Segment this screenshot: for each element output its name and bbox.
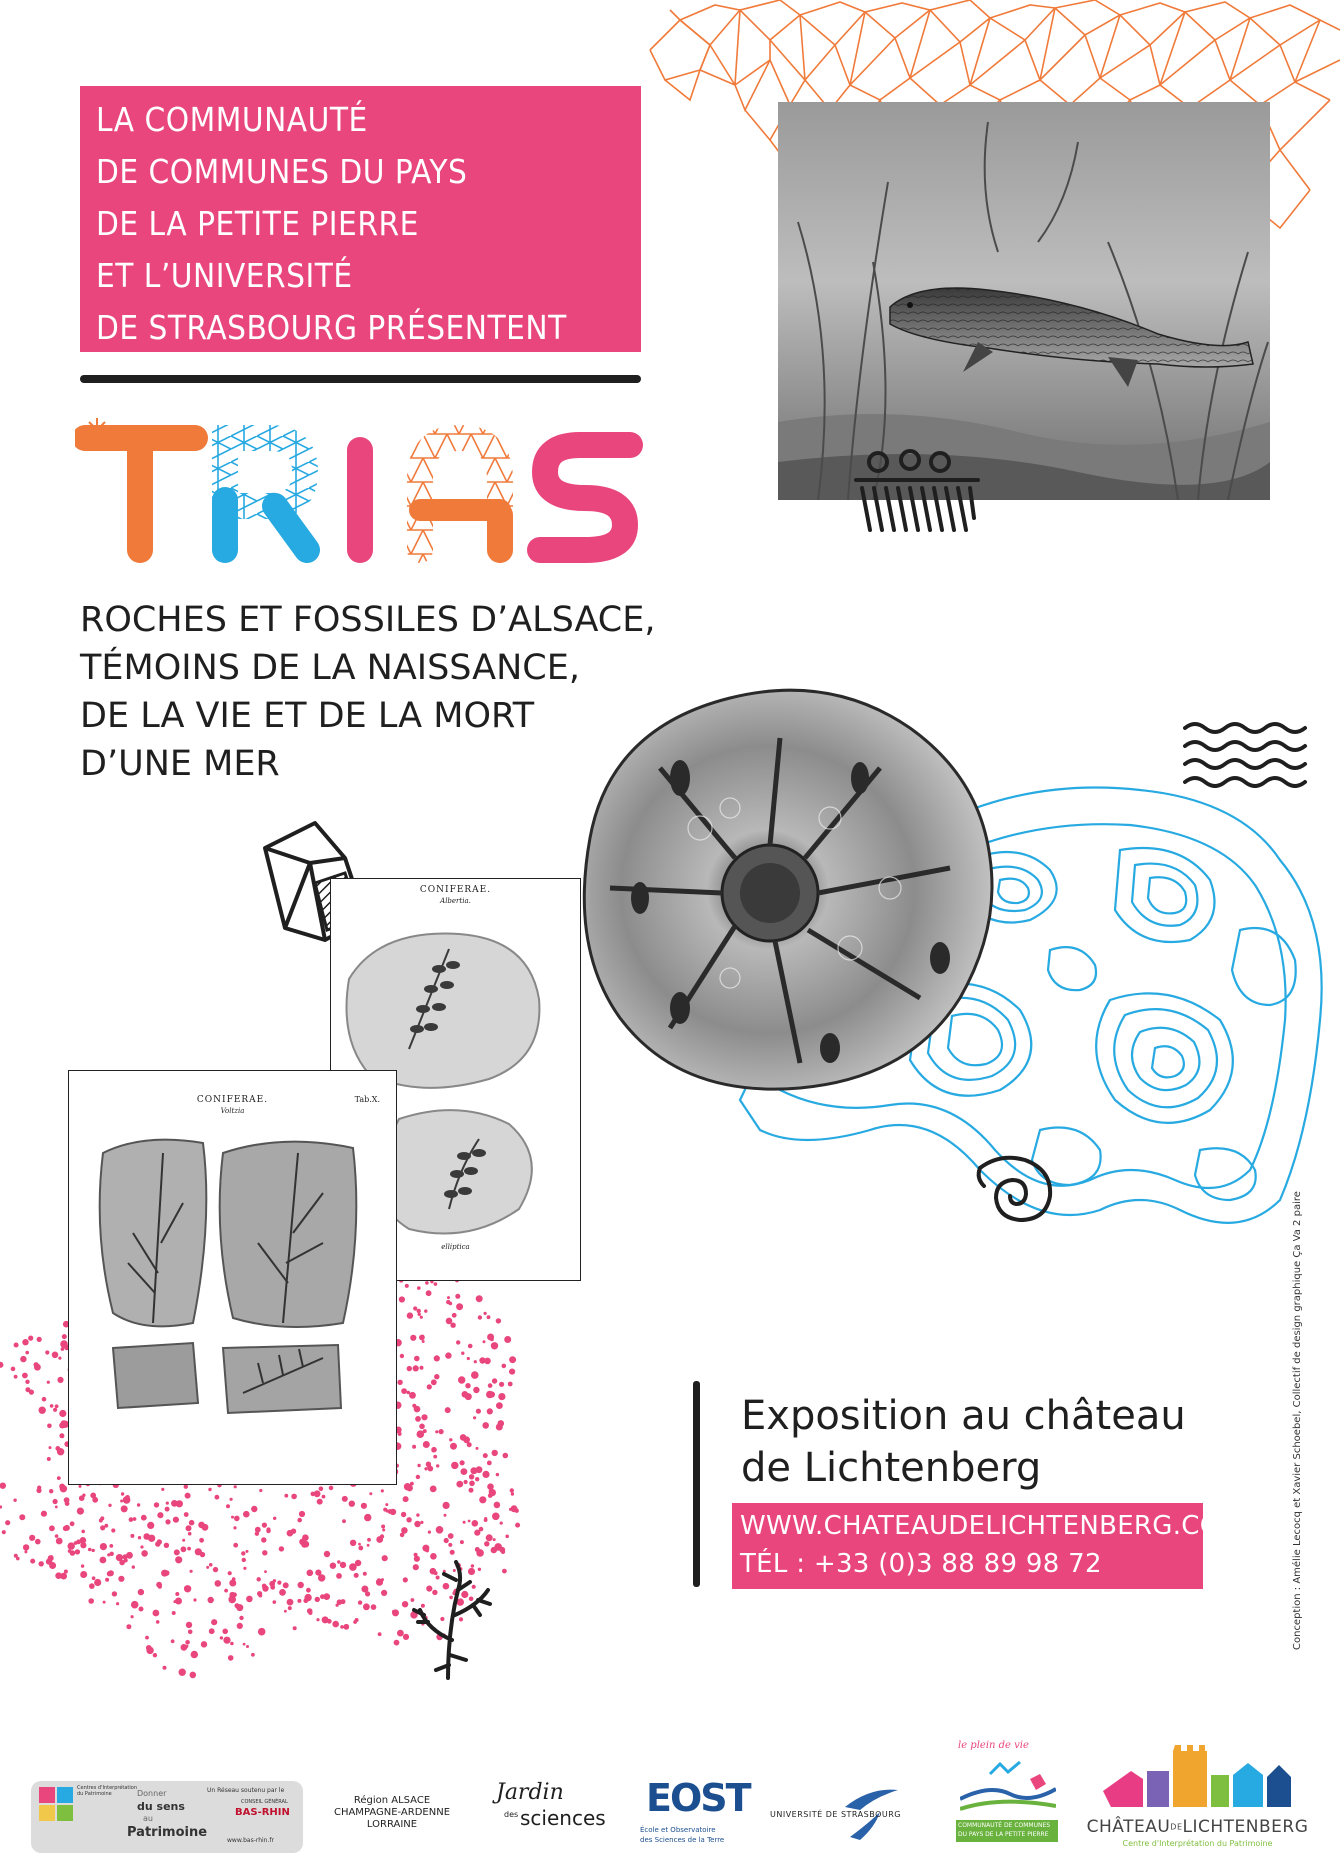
ciap-small-text: Centres d'Interprétation du Patrimoine bbox=[77, 1785, 137, 1797]
chateau-de: DE bbox=[1170, 1822, 1183, 1832]
ciap-du-sens: du sens bbox=[137, 1800, 185, 1813]
intro-line: DE LA PETITE PIERRE bbox=[96, 204, 419, 243]
ciap-logo[interactable] bbox=[31, 1781, 303, 1853]
communaute-communes-logo[interactable] bbox=[952, 1740, 1062, 1858]
cc-line: DU PAYS DE LA PETITE PIERRE bbox=[958, 1831, 1049, 1838]
bird-landscape-icon bbox=[960, 1754, 1056, 1814]
subtitle-line: D’UNE MER bbox=[80, 744, 280, 784]
expo-title bbox=[741, 1390, 1211, 1494]
intro-line: LA COMMUNAUTÉ bbox=[96, 100, 368, 139]
ciap-au: au bbox=[143, 1814, 153, 1823]
region-line: Région ALSACE bbox=[353, 1795, 431, 1806]
plate-title: CONIFERAE. bbox=[419, 885, 492, 895]
jardin-des-sciences-logo[interactable] bbox=[492, 1780, 612, 1840]
subtitle-line: ROCHES ET FOSSILES D’ALSACE, bbox=[80, 600, 656, 640]
comb-plant-icon bbox=[848, 448, 988, 538]
plate-caption: elliptica bbox=[441, 1243, 470, 1251]
expo-title-line: de Lichtenberg bbox=[741, 1445, 1042, 1491]
chateau-name-part: LICHTENBERG bbox=[1182, 1817, 1309, 1837]
expo-accent-bar bbox=[693, 1381, 700, 1587]
ciap-conseil: CONSEIL GÉNÉRAL bbox=[241, 1799, 288, 1805]
ciap-url: www.bas-rhin.fr bbox=[227, 1837, 274, 1844]
eost-logo[interactable] bbox=[640, 1776, 750, 1856]
expo-title-line: Exposition au château bbox=[741, 1393, 1186, 1439]
subtitle-line: DE LA VIE ET DE LA MORT bbox=[80, 696, 535, 736]
jardin-text: Jardin bbox=[496, 1780, 564, 1805]
fish-engraving-image bbox=[778, 102, 1270, 500]
eost-line: École et Observatoire bbox=[640, 1826, 716, 1834]
contact-box bbox=[732, 1503, 1244, 1589]
chateau-name bbox=[1075, 1817, 1320, 1837]
subtitle-line: TÉMOINS DE LA NAISSANCE, bbox=[80, 648, 580, 688]
ciap-patrimoine: Patrimoine bbox=[127, 1825, 208, 1840]
waves-icon bbox=[1180, 718, 1315, 788]
chateau-name-part: CHÂTEAU bbox=[1086, 1817, 1171, 1837]
ammonite-fossil-image bbox=[530, 668, 1050, 1108]
trias-title-logo bbox=[75, 410, 655, 575]
eost-name: EOST bbox=[646, 1776, 750, 1820]
cc-text-box bbox=[956, 1820, 1058, 1842]
small-ammonite-icon bbox=[970, 1148, 1060, 1228]
region-logo[interactable] bbox=[322, 1795, 462, 1845]
unistra-logo[interactable] bbox=[770, 1782, 920, 1842]
website-link[interactable]: WWW.CHATEAUDELICHTENBERG.COM bbox=[740, 1511, 1244, 1541]
divider-rule bbox=[80, 375, 641, 383]
intro-box bbox=[80, 86, 641, 352]
ciap-reseau: Un Réseau soutenu par le bbox=[207, 1787, 285, 1794]
plate-subtitle: Voltzia bbox=[220, 1107, 245, 1115]
ciap-emblem-icon bbox=[39, 1787, 75, 1823]
chateau-sub: Centre d'Interprétation du Patrimoine bbox=[1122, 1839, 1273, 1848]
plate-tab: Tab.X. bbox=[354, 1095, 380, 1104]
eost-line: des Sciences de la Terre bbox=[640, 1836, 725, 1844]
region-line: CHAMPAGNE-ARDENNE bbox=[333, 1807, 451, 1818]
conifer-fossil-image bbox=[83, 1123, 383, 1473]
region-line: LORRAINE bbox=[366, 1819, 418, 1830]
chateau-lichtenberg-logo[interactable] bbox=[1075, 1745, 1320, 1857]
jardin-sciences-text: sciences bbox=[520, 1806, 606, 1830]
ciap-basrhin: BAS-RHIN bbox=[235, 1807, 290, 1818]
intro-line: DE STRASBOURG PRÉSENTENT bbox=[96, 308, 567, 347]
cc-line: COMMUNAUTÉ DE COMMUNES bbox=[958, 1822, 1051, 1829]
twig-branch-icon bbox=[408, 1560, 498, 1680]
jardin-des-text: des bbox=[504, 1810, 519, 1819]
intro-line: DE COMMUNES DU PAYS bbox=[96, 152, 468, 191]
plate-title: CONIFERAE. bbox=[196, 1095, 269, 1105]
intro-line: ET L’UNIVERSITÉ bbox=[96, 256, 353, 295]
castle-blocks-icon bbox=[1103, 1745, 1293, 1815]
plate-subtitle: Albertia. bbox=[440, 897, 471, 905]
design-credit: Conception : Amélie Lecocq et Xavier Schoebel, Collectif de design graphique Ça Va 2 paire bbox=[1292, 1191, 1303, 1650]
ciap-donner: Donner bbox=[137, 1789, 167, 1798]
plein-de-vie-text: le plein de vie bbox=[958, 1740, 1029, 1751]
phone-number: TÉL : +33 (0)3 88 89 98 72 bbox=[740, 1549, 1102, 1579]
fossil-plate-voltzia bbox=[68, 1070, 397, 1485]
unistra-text: UNIVERSITÉ DE STRASBOURG bbox=[770, 1810, 901, 1819]
